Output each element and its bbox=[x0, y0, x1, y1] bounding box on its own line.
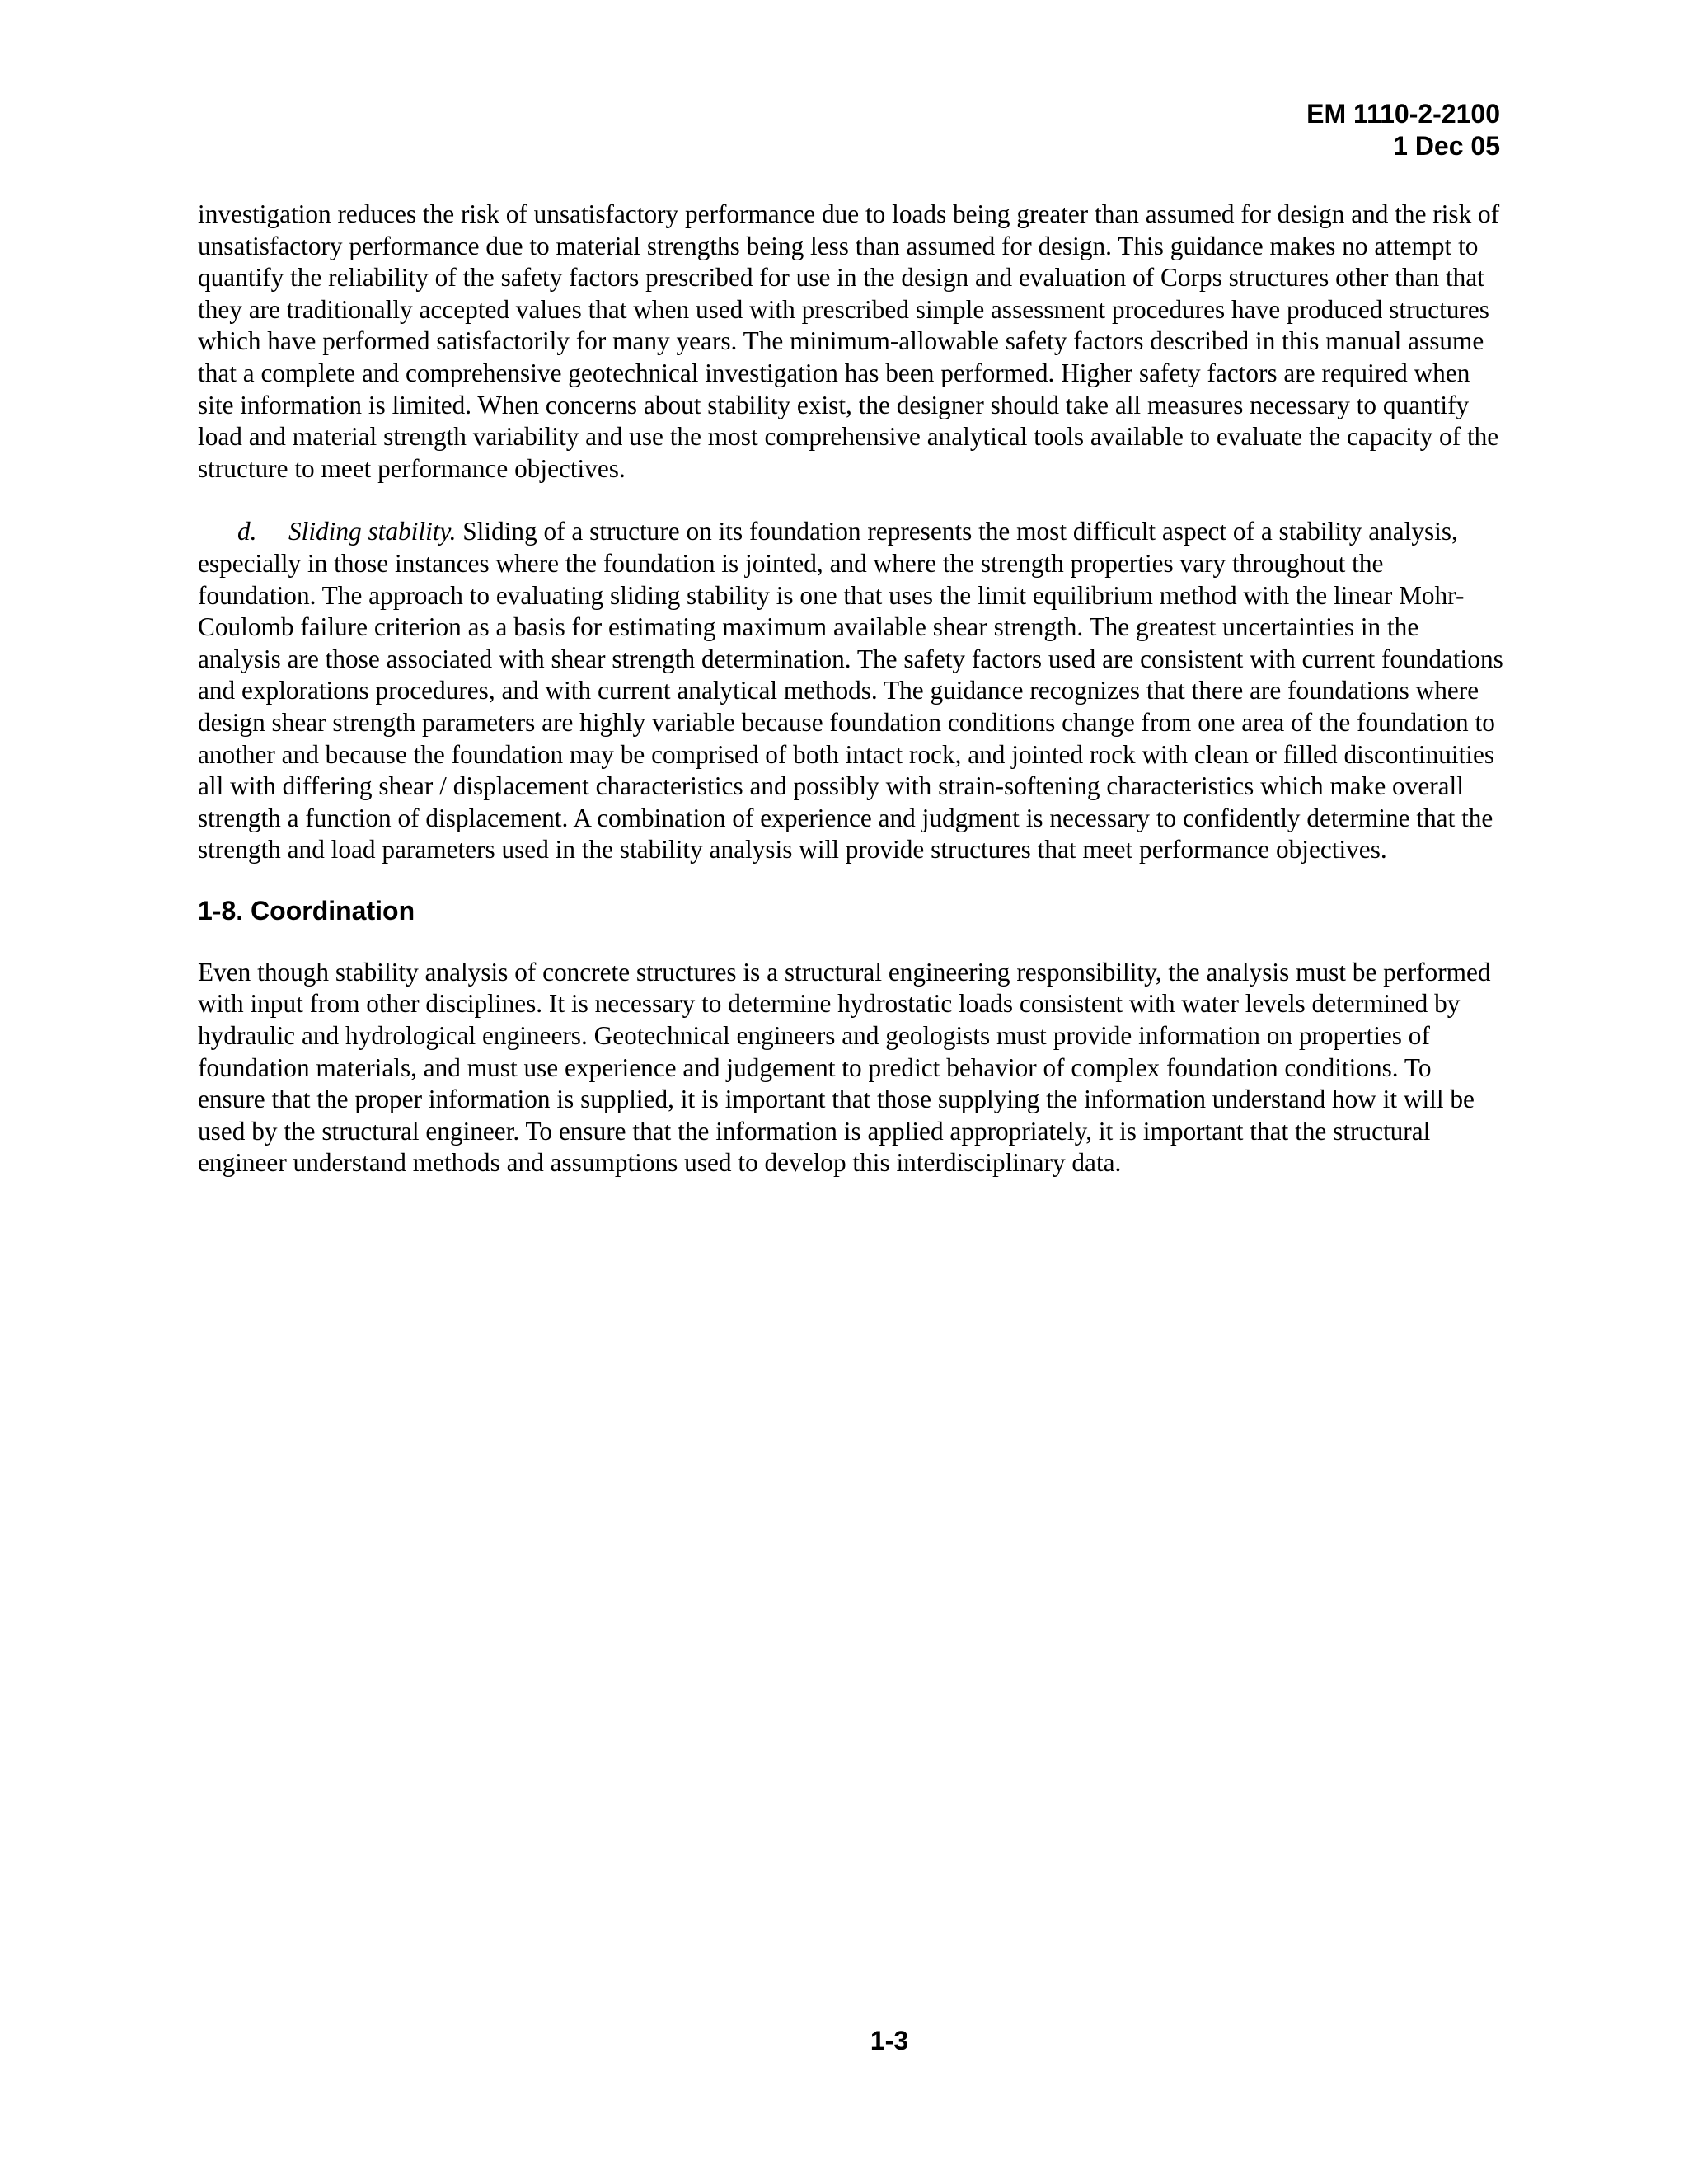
paragraph-text: Sliding of a structure on its foundation represents the most difficult aspect of a stability analysis, especially in those instances where the foundation is jointed, and where the strength properties vary throughout the foundation. The approach to evaluating sliding stability is one that uses the limit equilibrium method with the linear Mohr-Coulomb failure criterion as a basis for estimating maximum available shear strength. The greatest uncertainties in the analysis are those associated with shear strength determination. The safety factors used are consistent with current foundations and explorations procedures, and with current analytical methods. The guidance recognizes that there are foundations where design shear strength parameters are highly variable because foundation conditions change from one area of the foundation to another and because the foundation may be comprised of both intact rock, and jointed rock with clean or filled discontinuities all with differing shear / displacement characteristics and possibly with strain-softening characteristics which make overall strength a function of displacement. A combination of experience and judgment is necessary to confidently determine that the strength and load parameters used in the stability analysis will provide structures that meet performance objectives. bbox=[198, 517, 1503, 865]
document-date: 1 Dec 05 bbox=[1393, 131, 1500, 161]
coordination-paragraph: Even though stability analysis of concrete structures is a structural engineering responsibility, the analysis must be performed with input from other disciplines. It is necessary to determine hydrostatic loads consistent with water levels determined by hydraulic and hydrological engineers. Geotechnical engineers and geologists must provide information on properties of foundation materials, and must use experience and judgement to predict behavior of complex foundation conditions. To ensure that the proper information is supplied, it is important that those supplying the information understand how it will be used by the structural engineer. To ensure that the information is applied appropriately, it is important that the structural engineer understand methods and assumptions used to develop this interdisciplinary data. bbox=[198, 957, 1491, 1178]
section-heading: 1-8. Coordination bbox=[198, 895, 415, 926]
continued-paragraph: investigation reduces the risk of unsatisfactory performance due to loads being greater than assumed for design and the risk of unsatisfactory performance due to material strengths being less than assumed for design. This guidance makes no attempt to quantify the reliability of the safety factors prescribed for use in the design and evaluation of Corps structures other than that they are traditionally accepted values that when used with prescribed simple assessment procedures have produced structures which have performed satisfactorily for many years. The minimum-allowable safety factors described in this manual assume that a complete and comprehensive geotechnical investigation has been performed. Higher safety factors are required when site information is limited. When concerns about stability exist, the designer should take all measures necessary to quantify load and material strength variability and use the most comprehensive analytical tools available to evaluate the capacity of the structure to meet performance objectives. bbox=[198, 199, 1500, 483]
page-number: 1-3 bbox=[870, 2026, 909, 2055]
paragraph-title: Sliding stability. bbox=[288, 517, 457, 546]
paragraph-letter: d. bbox=[237, 517, 257, 546]
page-body bbox=[198, 199, 1504, 1179]
document-number: EM 1110-2-2100 bbox=[1306, 99, 1500, 129]
paragraph-sliding-stability bbox=[198, 516, 1504, 866]
page-header bbox=[1306, 98, 1500, 162]
